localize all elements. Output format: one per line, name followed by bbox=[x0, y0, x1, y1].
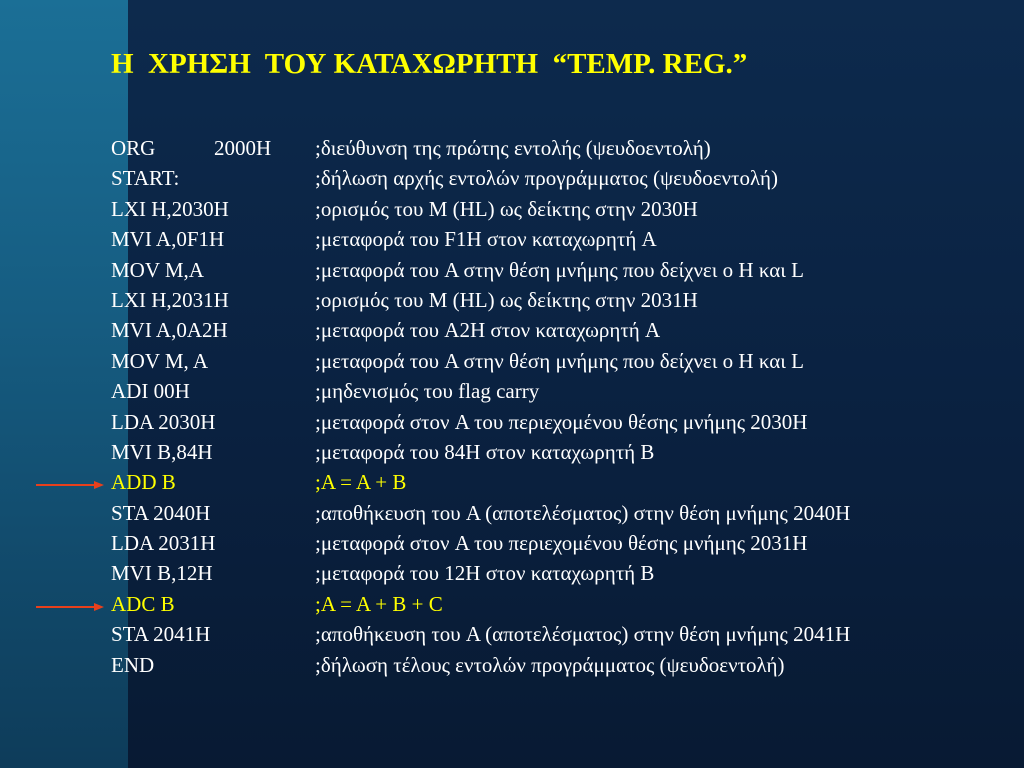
operand: 2000H bbox=[214, 136, 272, 160]
instruction: END bbox=[111, 652, 155, 677]
instruction: MOV M,A bbox=[111, 257, 204, 282]
comment: ;δήλωση τέλους εντολών προγράμματος (ψευδοεντολή) bbox=[315, 652, 785, 677]
instruction: ADC B bbox=[111, 591, 175, 616]
code-line bbox=[111, 498, 1011, 528]
code-line bbox=[111, 589, 1011, 619]
instruction: MOV M, A bbox=[111, 348, 209, 373]
slide-title: Η ΧΡΗΣΗ ΤΟΥ ΚΑΤΑΧΩΡΗΤΗ “TEMP. REG.” bbox=[111, 48, 748, 80]
instruction: LXI H,2031H bbox=[111, 287, 229, 312]
instruction: ADI 00H bbox=[111, 379, 190, 404]
instruction: ADD B bbox=[111, 470, 176, 495]
comment: ;αποθήκευση του A (αποτελέσματος) στην θέση μνήμης 2040H bbox=[315, 500, 851, 525]
code-line bbox=[111, 163, 1011, 193]
instruction: LXI H,2030H bbox=[111, 196, 229, 221]
comment: ;αποθήκευση του A (αποτελέσματος) στην θέση μνήμης 2041H bbox=[315, 622, 851, 647]
code-line bbox=[111, 437, 1011, 467]
instruction: LDA 2030H bbox=[111, 409, 216, 434]
code-line bbox=[111, 194, 1011, 224]
comment: ;ορισμός του M (HL) ως δείκτης στην 2030H bbox=[315, 196, 698, 221]
instruction: START: bbox=[111, 166, 180, 191]
code-line bbox=[111, 285, 1011, 315]
program-listing bbox=[111, 133, 1011, 680]
code-line bbox=[111, 255, 1011, 285]
instruction: STA 2040H bbox=[111, 500, 211, 525]
comment: ;διεύθυνση της πρώτης εντολής (ψευδοεντολή) bbox=[315, 136, 711, 160]
code-line bbox=[111, 619, 1011, 649]
comment: ;ορισμός του M (HL) ως δείκτης στην 2031H bbox=[315, 287, 698, 312]
code-line bbox=[111, 407, 1011, 437]
comment: ;μεταφορά του 84H στον καταχωρητή B bbox=[315, 439, 655, 464]
comment: ;A = A + B bbox=[315, 470, 407, 495]
code-line bbox=[111, 224, 1011, 254]
code-line bbox=[111, 133, 1011, 163]
instruction: MVI B,84H bbox=[111, 439, 213, 464]
instruction: MVI A,0F1H bbox=[111, 227, 225, 252]
code-line bbox=[111, 528, 1011, 558]
instruction: MVI A,0A2H bbox=[111, 318, 228, 343]
comment: ;μεταφορά του F1H στον καταχωρητή A bbox=[315, 227, 657, 252]
code-line bbox=[111, 650, 1011, 680]
comment: ;A = A + B + C bbox=[315, 591, 443, 616]
comment: ;μεταφορά του A στην θέση μνήμης που δείχνει ο H και L bbox=[315, 348, 804, 373]
instruction: MVI B,12H bbox=[111, 561, 213, 586]
code-line bbox=[111, 558, 1011, 588]
code-line bbox=[111, 376, 1011, 406]
comment: ;μεταφορά του A στην θέση μνήμης που δείχνει ο H και L bbox=[315, 257, 804, 282]
comment: ;μεταφορά του A2H στον καταχωρητή A bbox=[315, 318, 661, 343]
instruction: ORG bbox=[111, 136, 156, 160]
code-line bbox=[111, 315, 1011, 345]
instruction: STA 2041H bbox=[111, 622, 211, 647]
code-line bbox=[111, 467, 1011, 497]
code-line bbox=[111, 346, 1011, 376]
side-band bbox=[0, 0, 128, 768]
arrow-right-icon bbox=[36, 481, 104, 489]
comment: ;μεταφορά του 12H στον καταχωρητή B bbox=[315, 561, 655, 586]
comment: ;δήλωση αρχής εντολών προγράμματος (ψευδοεντολή) bbox=[315, 166, 778, 191]
comment: ;μηδενισμός του flag carry bbox=[315, 379, 540, 404]
comment: ;μεταφορά στον A του περιεχομένου θέσης μνήμης 2030H bbox=[315, 409, 808, 434]
instruction: LDA 2031H bbox=[111, 531, 216, 556]
arrow-right-icon bbox=[36, 603, 104, 611]
comment: ;μεταφορά στον A του περιεχομένου θέσης μνήμης 2031H bbox=[315, 531, 808, 556]
